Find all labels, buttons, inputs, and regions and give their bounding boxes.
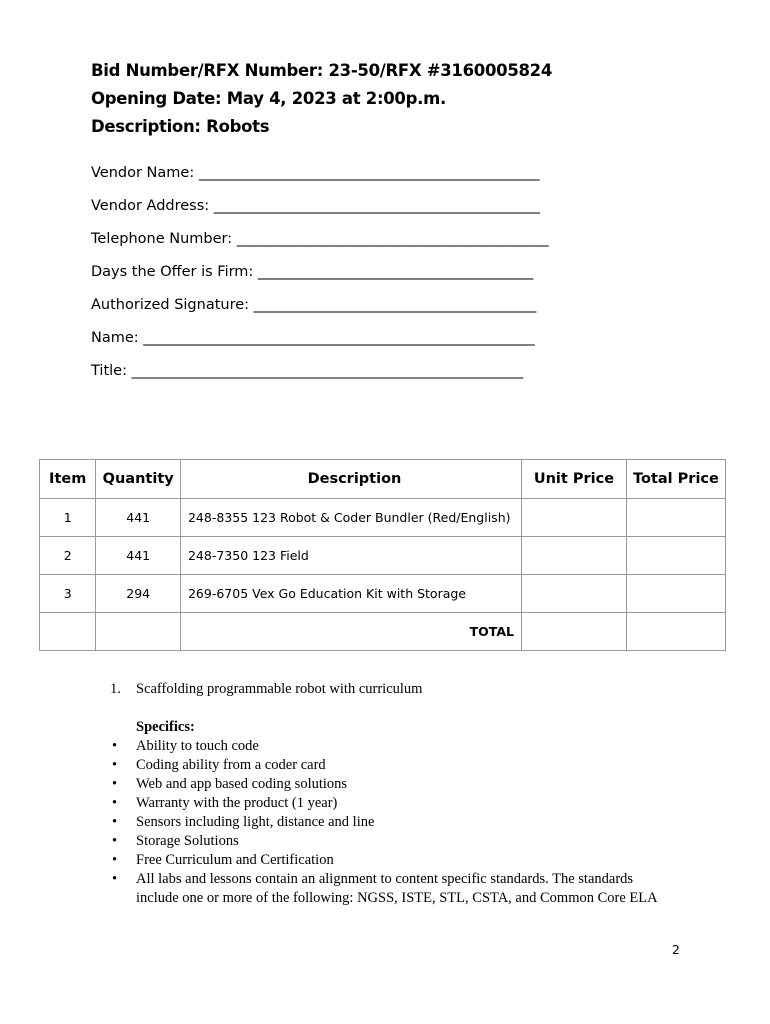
title-field[interactable]: Title: ______________________________________________________ [91,363,524,379]
table-row [40,537,726,575]
row-unit-price-cell[interactable] [521,537,626,575]
list-item [110,794,670,813]
total-price-cell[interactable] [626,613,725,651]
bid-description: Description: Robots [91,117,270,136]
list-item [110,832,670,851]
specifics-title: Specifics: [136,719,195,735]
bid-number: Bid Number/RFX Number: 23-50/RFX #3160005824 [91,61,553,80]
row-quantity: 294 [96,575,181,613]
list-item-text: Web and app based coding solutions [136,776,348,792]
bid-header [91,57,552,141]
row-description: 248-7350 123 Field [180,537,521,575]
list-item-text: All labs and lessons contain an alignment to content specific standards. The standards include one or more of the following: NGSS, ISTE, STL, CSTA, and Common Core ELA [136,871,658,906]
bullet-icon: • [112,776,118,792]
list-item-text: Coding ability from a coder card [136,757,326,773]
row-item: 3 [40,575,96,613]
row-unit-price-cell[interactable] [521,575,626,613]
days-offer-firm-field[interactable]: Days the Offer is Firm: ______________________________________ [91,264,534,280]
vendor-address-field[interactable]: Vendor Address: _____________________________________________ [91,198,541,214]
page-number: 2 [672,942,680,957]
table-total-row [40,613,726,651]
row-quantity: 441 [96,537,181,575]
row-quantity: 441 [96,499,181,537]
vendor-fields [91,159,681,390]
row-total-price-cell[interactable] [626,499,725,537]
bullet-icon: • [112,738,118,754]
vendor-name-field[interactable]: Vendor Name: _______________________________________________ [91,165,540,181]
numbered-item [110,679,670,699]
items-table [39,459,726,651]
list-item [110,851,670,870]
bullet-icon: • [112,852,118,868]
list-item-text: Storage Solutions [136,833,239,849]
telephone-number-field[interactable]: Telephone Number: ___________________________________________ [91,231,549,247]
opening-date: Opening Date: May 4, 2023 at 2:00p.m. [91,89,446,108]
header-quantity: Quantity [96,460,181,499]
total-row-empty-item [40,613,96,651]
bullet-icon: • [112,757,118,773]
bullet-icon: • [112,795,118,811]
list-item [110,813,670,832]
bullet-icon: • [112,833,118,849]
list-item [110,775,670,794]
row-total-price-cell[interactable] [626,537,725,575]
list-item-text: Ability to touch code [136,738,259,754]
item-number: 1. [110,681,121,697]
header-total-price: Total Price [626,460,725,499]
name-field[interactable]: Name: ______________________________________________________ [91,330,535,346]
list-item [110,756,670,775]
row-total-price-cell[interactable] [626,575,725,613]
list-item-text: Sensors including light, distance and line [136,814,375,830]
row-item: 2 [40,537,96,575]
table-row [40,499,726,537]
header-description: Description [180,460,521,499]
item-text: Scaffolding programmable robot with curriculum [136,681,423,697]
list-item-text: Free Curriculum and Certification [136,852,334,868]
specifications-section [110,679,670,908]
bullet-icon: • [112,814,118,830]
header-unit-price: Unit Price [521,460,626,499]
row-unit-price-cell[interactable] [521,499,626,537]
row-item: 1 [40,499,96,537]
table-header-row [40,460,726,499]
total-row-empty-quantity [96,613,181,651]
header-item: Item [40,460,96,499]
specifics-list [110,737,670,908]
authorized-signature-field[interactable]: Authorized Signature: _______________________________________ [91,297,537,313]
table-row [40,575,726,613]
list-item [110,737,670,756]
row-description: 248-8355 123 Robot & Coder Bundler (Red/English) [180,499,521,537]
bullet-icon: • [112,871,118,887]
total-label: TOTAL [180,613,521,651]
row-description: 269-6705 Vex Go Education Kit with Storage [180,575,521,613]
total-unit-price-cell[interactable] [521,613,626,651]
list-item [110,870,670,908]
list-item-text: Warranty with the product (1 year) [136,795,338,811]
